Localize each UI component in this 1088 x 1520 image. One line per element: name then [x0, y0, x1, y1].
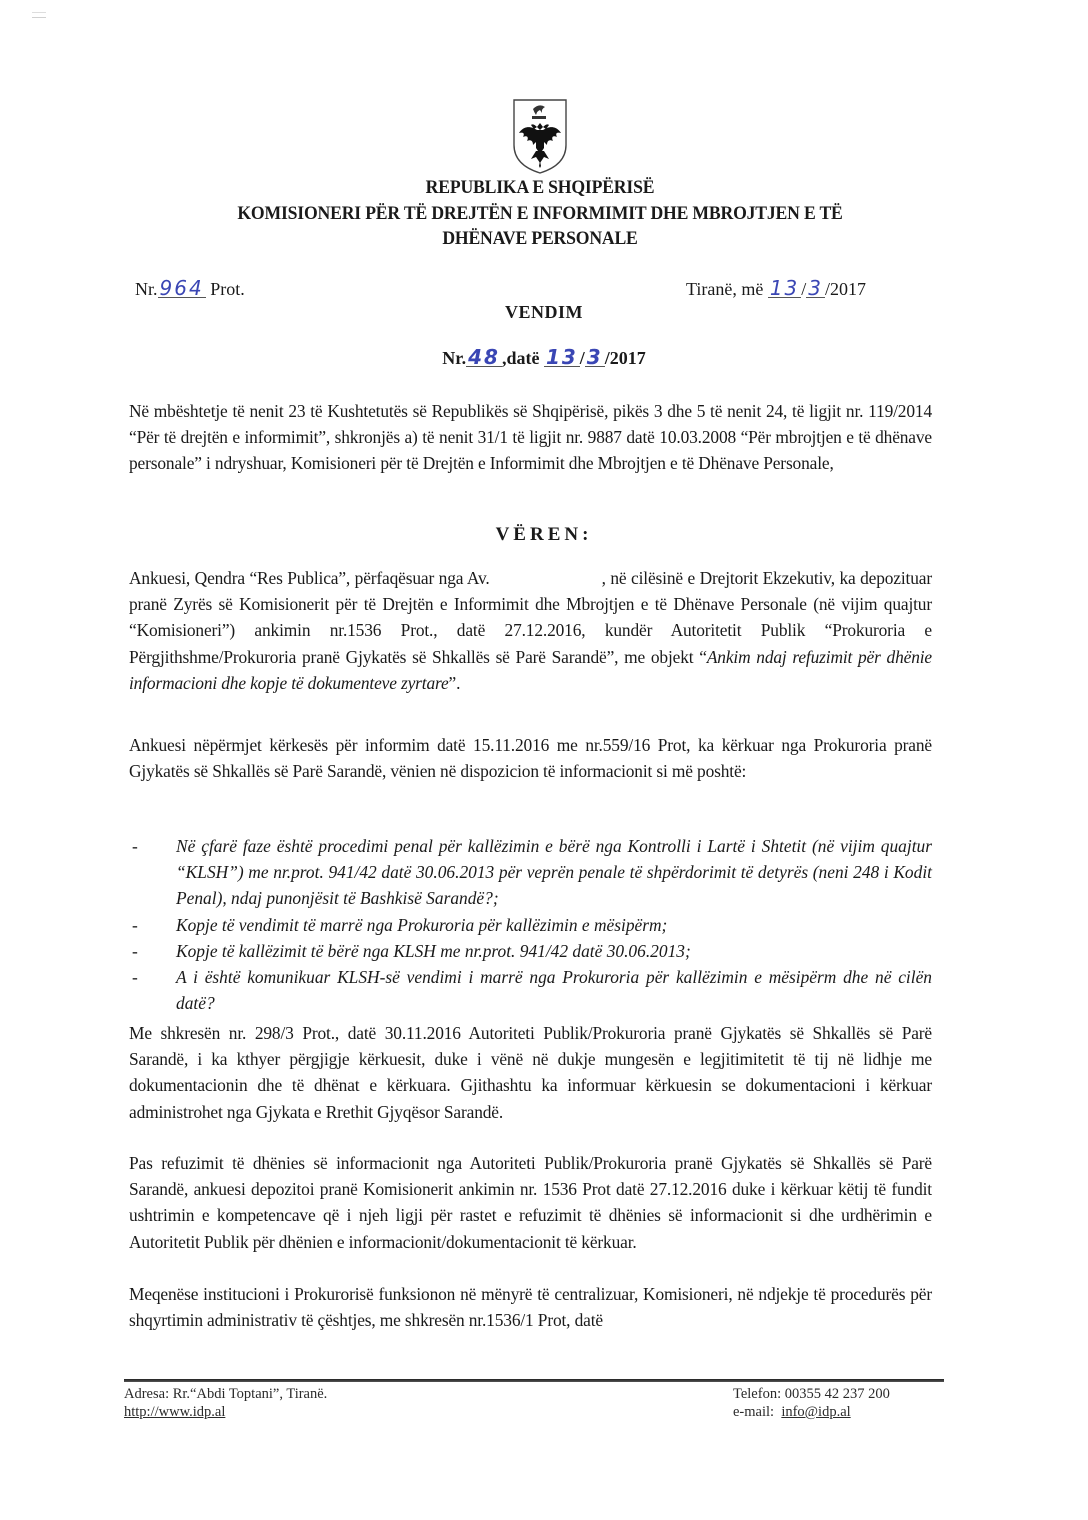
- footer-website-link[interactable]: http://www.idp.al: [124, 1404, 226, 1420]
- decision-date-separator: /: [579, 348, 585, 368]
- list-item: [129, 938, 932, 964]
- protocol-suffix: Prot.: [210, 279, 245, 299]
- requested-items-list: [129, 833, 932, 1016]
- authority-reply-paragraph: Me shkresën nr. 298/3 Prot., datë 30.11.2016 Autoriteti Publik/Prokuroria pranë Gjykatës së Shkallës së Parë Sarandë, i ka kthyer përgjigje kërkuesit, duke i vënë në dukje mungesën e legjitimitetit të tij në lidhje me dokumentacionin dhe të dhënat e kërkuara. Gjithashtu ka informuar kërkuesin se dokumentacioni i kërkuar administrohet nga Gjykata e Rrethit Gjyqësor Sarandë.: [129, 1023, 932, 1122]
- list-dash: -: [132, 914, 138, 935]
- place-date: [686, 278, 866, 300]
- footer-divider: [124, 1379, 944, 1382]
- header-institution-line2: DHËNAVE PERSONALE: [442, 228, 638, 249]
- footer-email-line: [733, 1403, 890, 1421]
- complaint-paragraph: [129, 565, 932, 696]
- decision-month-handwritten: 3: [586, 345, 603, 369]
- list-item: [129, 912, 932, 938]
- decision-day-handwritten: 13: [545, 345, 578, 369]
- header-country: REPUBLIKA E SHQIPËRISË: [425, 177, 655, 198]
- complaint-object: Ankim ndaj refuzimit për dhënie informacioni dhe kopje të dokumenteve zyrtare: [129, 646, 932, 693]
- list-item-text: A i është komunikuar KLSH-së vendimi i marrë nga Prokuroria për kallëzimin e mësipërm dhe në cilën datë?: [176, 967, 932, 1014]
- list-dash: -: [132, 940, 138, 961]
- list-dash: -: [132, 967, 138, 988]
- request-paragraph: Ankuesi nëpërmjet kërkesës për informim datë 15.11.2016 me nr.559/16 Prot, ka kërkuar nga Prokuroria pranë Gjykatës së Shkallës së Parë Sarandë, vënien në dispozicion të informacionit si më poshtë:: [129, 735, 932, 782]
- protocol-prefix: Nr.: [135, 279, 158, 299]
- footer-email-link[interactable]: info@idp.al: [781, 1404, 851, 1420]
- legal-basis-paragraph: Në mbështetje të nenit 23 të Kushtetutës së Republikës së Shqipërisë, pikës 3 dhe 5 të nenit 24, të ligjit nr. 119/2014 “Për të drejtën e informimit”, shkronjës a) të nenit 31/1 të ligjit nr. 9887 datë 10.03.2008 “Për mbrojtjen e të dhënave personale” i ndryshuar, Komisioneri për të Drejtën e Informimit dhe Mbrojtjen e të Dhënave Personale,: [129, 401, 932, 474]
- footer-phone: Telefon: 00355 42 237 200: [733, 1386, 890, 1402]
- list-item-text: Kopje të kallëzimit të bërë nga KLSH me nr.prot. 941/42 datë 30.06.2013;: [176, 940, 691, 961]
- place-label: Tiranë, më: [686, 279, 764, 299]
- date-month-handwritten: 3: [808, 276, 824, 300]
- footer-address: Adresa: Rr.“Abdi Toptani”, Tiranë.: [124, 1386, 328, 1402]
- header-institution-line1: KOMISIONERI PËR TË DREJTËN E INFORMIMIT DHE MBROJTJEN E TË: [237, 203, 843, 224]
- complaint-text-middle: , në cilësinë e Drejtorit Ekzekutiv, ka depozituar pranë Zyrës së Komisionerit për të Drejtën e Informimit dhe Mbrojtjen e të Dhënave Personale (në vijim quajtur “Komisioneri”) ankimin nr.1536 Prot., datë 27.12.2016, kundër Autoritetit Publik “Prokuroria e Përgjithshme/Prokuroria pranë Gjykatës së Shkallës së Parë Sarandë”, me objekt “: [129, 568, 932, 667]
- after-refusal-paragraph: Pas refuzimit të dhënies së informacionit nga Autoriteti Publik/Prokuroria pranë Gjykatës së Shkallës së Parë Sarandë, ankuesi depozitoi pranë Komisionerit ankimin nr. 1536 Prot datë 27.12.2016 duke i kërkuar këtij të fundit ushtrimin e kompetencave që i njeh ligji për rastet e refuzimit të dhënies së informacionit si dhe urdhërimin e Autoritetit Publik për dhënien e informacionit/dokumentacionit të kërkuar.: [129, 1153, 932, 1252]
- protocol-number-handwritten: 964: [159, 276, 204, 300]
- decision-number-handwritten: 48: [468, 345, 500, 369]
- complaint-text-end: ”.: [448, 672, 461, 693]
- decision-year: /2017: [604, 348, 646, 368]
- list-dash: -: [132, 836, 138, 856]
- document-title: VENDIM: [505, 302, 583, 322]
- list-item: [129, 964, 932, 1016]
- list-item-text: Kopje të vendimit të marrë nga Prokuroria për kallëzimin e mësipërm;: [176, 914, 668, 935]
- footer-right: [733, 1385, 890, 1421]
- list-item-text: Në çfarë faze është procedimi penal për kallëzimin e bërë nga Kontrolli i Lartë i Shtetit (në vijim quajtur “KLSH”) me nr.prot. 941/42 datë 30.06.2013 për veprën penale të shpërdorimit të detyrës (neni 248 i Kodit Penal), ndaj punonjësit të Bashkisë Sarandë?;: [176, 836, 932, 909]
- list-item: [129, 833, 932, 912]
- section-heading-veren: VËREN:: [495, 524, 593, 545]
- footer-left: [124, 1385, 327, 1421]
- decision-reference: [0, 345, 1088, 369]
- date-year: /2017: [825, 279, 867, 299]
- albanian-coat-of-arms-icon: [511, 97, 569, 175]
- footer-email-label: e-mail:: [733, 1404, 775, 1420]
- decision-prefix: Nr.: [442, 348, 467, 368]
- centralized-institution-paragraph: Meqenëse institucioni i Prokurorisë funksionon në mënyrë të centralizuar, Komisioneri, në ndjekje të procedurës për shqyrtimin administrativ të çështjes, me shkresën nr.1536/1 Prot, datë: [129, 1284, 932, 1331]
- decision-date-label: ,datë: [501, 348, 540, 368]
- protocol-reference: [135, 278, 245, 300]
- scan-artifact: [32, 12, 46, 18]
- date-day-handwritten: 13: [769, 276, 800, 300]
- date-separator: /: [801, 279, 807, 299]
- complaint-text-start: Ankuesi, Qendra “Res Publica”, përfaqësuar nga Av.: [129, 568, 490, 588]
